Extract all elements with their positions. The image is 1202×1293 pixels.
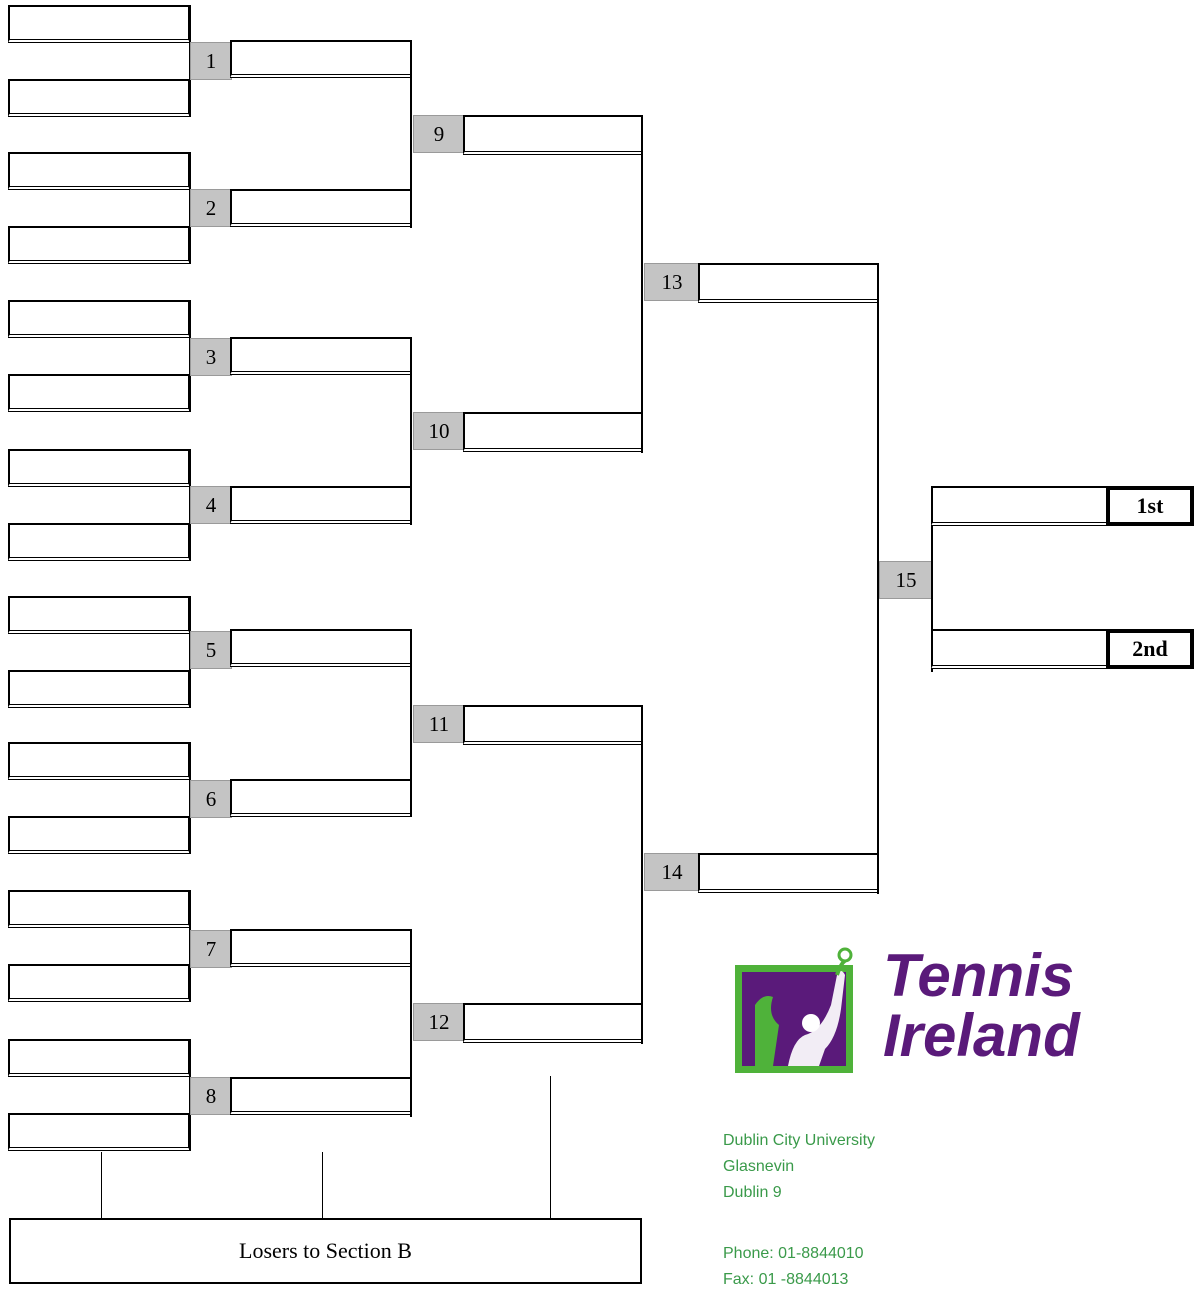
match-4-winner-slot[interactable]	[230, 486, 412, 524]
match-number-1: 1	[190, 42, 232, 80]
entry-slot-2[interactable]	[8, 79, 190, 117]
match-number-11: 11	[413, 705, 465, 743]
bracket-connector	[410, 40, 412, 228]
entry-slot-1[interactable]	[8, 5, 190, 43]
match-number-4: 4	[190, 486, 232, 524]
losers-to-section-b-box: Losers to Section B	[9, 1218, 642, 1284]
address-line-university: Dublin City University	[723, 1132, 876, 1149]
address-line-city: Dublin 9	[723, 1184, 782, 1201]
match-number-7: 7	[190, 930, 232, 968]
entry-slot-8[interactable]	[8, 523, 190, 561]
entry-slot-16[interactable]	[8, 1113, 190, 1151]
match-12-winner-slot[interactable]	[463, 1003, 643, 1043]
match-5-winner-slot[interactable]	[230, 629, 412, 667]
match-13-winner-slot[interactable]	[698, 263, 879, 303]
match-8-winner-slot[interactable]	[230, 1077, 412, 1115]
match-number-5: 5	[190, 631, 232, 669]
match-number-12: 12	[413, 1003, 465, 1041]
address-line-area: Glasnevin	[723, 1158, 795, 1175]
entry-slot-12[interactable]	[8, 816, 190, 854]
match-9-winner-slot[interactable]	[463, 115, 643, 155]
bracket-connector	[410, 929, 412, 1117]
match-10-winner-slot[interactable]	[463, 412, 643, 452]
logo-text-tennis: Tennis	[883, 942, 1075, 1009]
match-3-winner-slot[interactable]	[230, 337, 412, 375]
match-11-winner-slot[interactable]	[463, 705, 643, 745]
match-number-6: 6	[190, 780, 232, 818]
bracket-connector	[641, 705, 643, 1044]
entry-slot-15[interactable]	[8, 1039, 190, 1077]
entry-slot-11[interactable]	[8, 742, 190, 780]
entry-slot-9[interactable]	[8, 596, 190, 634]
first-place-label: 1st	[1106, 486, 1194, 526]
bracket-connector	[410, 629, 412, 817]
entry-slot-7[interactable]	[8, 449, 190, 487]
bracket-connector	[410, 337, 412, 525]
match-number-14: 14	[644, 853, 700, 891]
match-number-9: 9	[413, 115, 465, 153]
entry-slot-3[interactable]	[8, 152, 190, 190]
logo-text-ireland: Ireland	[883, 1002, 1080, 1069]
entry-slot-10[interactable]	[8, 670, 190, 708]
bracket-connector	[641, 115, 643, 453]
losers-connector	[322, 1152, 323, 1219]
final-second-place-slot[interactable]	[931, 629, 1109, 669]
entry-slot-5[interactable]	[8, 300, 190, 338]
match-7-winner-slot[interactable]	[230, 929, 412, 967]
fax-number: Fax: 01 -8844013	[723, 1271, 849, 1288]
match-number-13: 13	[644, 263, 700, 301]
match-14-winner-slot[interactable]	[698, 853, 879, 893]
entry-slot-4[interactable]	[8, 226, 190, 264]
entry-slot-14[interactable]	[8, 964, 190, 1002]
match-number-10: 10	[413, 412, 465, 450]
match-2-winner-slot[interactable]	[230, 189, 412, 227]
match-number-8: 8	[190, 1077, 232, 1115]
final-first-place-slot[interactable]	[931, 486, 1109, 526]
losers-connector	[550, 1076, 551, 1219]
match-6-winner-slot[interactable]	[230, 779, 412, 817]
match-number-3: 3	[190, 338, 232, 376]
tennis-ireland-logo	[733, 942, 1080, 1075]
tennis-player-logo-icon	[733, 945, 863, 1075]
entry-slot-13[interactable]	[8, 890, 190, 928]
losers-connector	[101, 1152, 102, 1219]
match-1-winner-slot[interactable]	[230, 40, 412, 78]
second-place-label: 2nd	[1106, 629, 1194, 669]
match-number-2: 2	[190, 189, 232, 227]
match-number-15: 15	[879, 561, 933, 599]
phone-number: Phone: 01-8844010	[723, 1245, 864, 1262]
entry-slot-6[interactable]	[8, 374, 190, 412]
